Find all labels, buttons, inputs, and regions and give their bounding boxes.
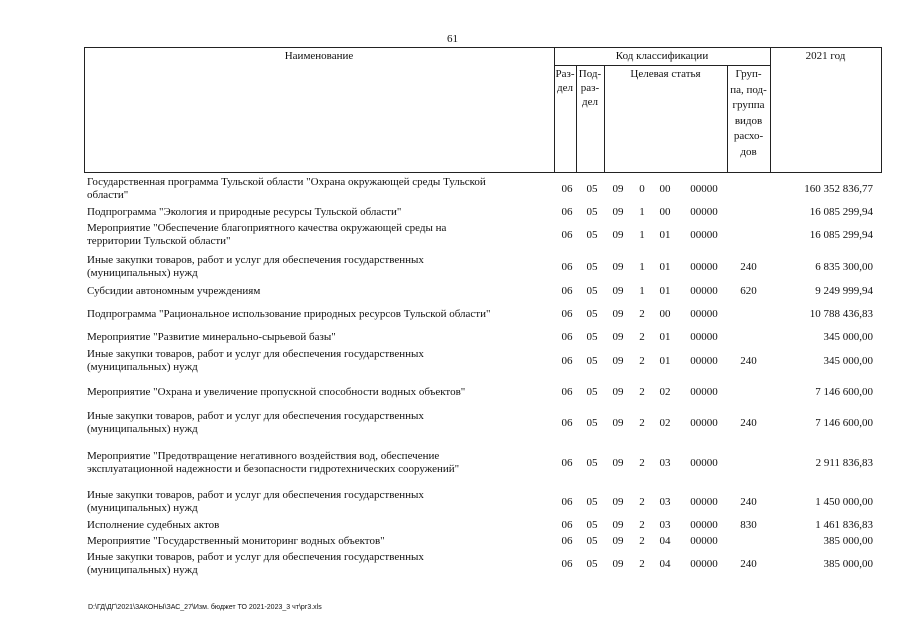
cell-amount: 1 461 836,83 (815, 519, 873, 531)
cell-cs3: 01 (659, 354, 671, 367)
cell-podrazdel: 05 (586, 456, 598, 469)
cell-vr: 620 (740, 285, 757, 297)
cell-vr: 240 (740, 495, 757, 508)
cell-cs1: 09 (612, 331, 624, 343)
cell-amount: 345 000,00 (823, 354, 873, 367)
cell-cs1: 09 (612, 182, 624, 195)
cell-amount: 345 000,00 (823, 331, 873, 343)
cell-cs2: 2 (639, 519, 645, 531)
cell-cs4: 00000 (690, 206, 718, 218)
cell-vr: 830 (740, 519, 757, 531)
cell-razdel: 06 (561, 182, 573, 195)
row-name: Мероприятие "Развитие минерально-сырьевой базы" (87, 331, 336, 343)
file-path: D:\ГД\ДГ\2021\ЗАКОНЫ\ЗАС_27\Изм. бюджет ТО 2021-2023_3 чт\рг3.xls (88, 604, 322, 611)
cell-amount: 385 000,00 (823, 557, 873, 570)
cell-cs4: 00000 (690, 182, 718, 195)
cell-cs3: 00 (659, 308, 671, 320)
cell-cs2: 2 (639, 557, 645, 570)
cell-cs1: 09 (612, 456, 624, 469)
cell-cs2: 2 (639, 416, 645, 429)
cell-amount: 16 085 299,94 (809, 206, 873, 218)
cell-cs3: 01 (659, 260, 671, 273)
cell-razdel: 06 (561, 331, 573, 343)
cell-cs1: 09 (612, 535, 624, 547)
cell-cs1: 09 (612, 557, 624, 570)
row-name: Иные закупки товаров, работ и услуг для обеспечения государственных (муниципальных) нужд (87, 489, 424, 514)
cell-vr: 240 (740, 260, 757, 273)
cell-cs3: 03 (659, 456, 671, 469)
cell-cs4: 00000 (690, 456, 718, 469)
cell-cs4: 00000 (690, 416, 718, 429)
row-name: Мероприятие "Обеспечение благоприятного качества окружающей среды на территории Тульской области" (87, 222, 447, 247)
cell-cs2: 1 (639, 260, 645, 273)
cell-razdel: 06 (561, 456, 573, 469)
cell-cs4: 00000 (690, 557, 718, 570)
cell-amount: 385 000,00 (823, 535, 873, 547)
cell-cs2: 2 (639, 386, 645, 398)
header-code: Код классификации (615, 50, 709, 62)
cell-podrazdel: 05 (586, 557, 598, 570)
cell-podrazdel: 05 (586, 535, 598, 547)
cell-cs2: 2 (639, 535, 645, 547)
cell-cs2: 2 (639, 331, 645, 343)
cell-cs4: 00000 (690, 260, 718, 273)
cell-cs4: 00000 (690, 354, 718, 367)
row-name: Подпрограмма "Экология и природные ресурсы Тульской области" (87, 206, 402, 218)
cell-razdel: 06 (561, 416, 573, 429)
cell-razdel: 06 (561, 535, 573, 547)
cell-cs2: 1 (639, 228, 645, 241)
cell-amount: 10 788 436,83 (809, 308, 873, 320)
cell-cs4: 00000 (690, 285, 718, 297)
cell-cs4: 00000 (690, 308, 718, 320)
cell-cs3: 04 (659, 557, 671, 570)
cell-cs1: 09 (612, 416, 624, 429)
cell-cs2: 2 (639, 354, 645, 367)
cell-cs2: 1 (639, 285, 645, 297)
cell-podrazdel: 05 (586, 260, 598, 273)
cell-cs3: 00 (659, 182, 671, 195)
cell-podrazdel: 05 (586, 386, 598, 398)
cell-cs1: 09 (612, 354, 624, 367)
cell-amount: 7 146 600,00 (815, 386, 873, 398)
cell-cs3: 01 (659, 228, 671, 241)
cell-cs2: 2 (639, 456, 645, 469)
cell-cs4: 00000 (690, 495, 718, 508)
cell-podrazdel: 05 (586, 416, 598, 429)
cell-cs1: 09 (612, 285, 624, 297)
cell-podrazdel: 05 (586, 182, 598, 195)
row-name: Мероприятие "Предотвращение негативного воздействия вод, обеспечение эксплуатационной надежности и безопасности гидротехнических сооружений" (87, 450, 460, 475)
cell-cs1: 09 (612, 206, 624, 218)
cell-razdel: 06 (561, 260, 573, 273)
row-name: Исполнение судебных актов (87, 519, 220, 531)
row-name: Мероприятие "Охрана и увеличение пропускной способности водных объектов" (87, 386, 466, 398)
row-name: Государственная программа Тульской области "Охрана окружающей среды Тульской области" (87, 176, 486, 201)
header-group: Груп- па, под- группа видов расхо- дов (730, 68, 767, 158)
cell-cs2: 1 (639, 206, 645, 218)
cell-cs3: 02 (659, 416, 671, 429)
page-number: 61 (447, 33, 458, 45)
cell-cs1: 09 (612, 519, 624, 531)
cell-podrazdel: 05 (586, 331, 598, 343)
header-year: 2021 год (805, 50, 846, 62)
cell-cs3: 01 (659, 285, 671, 297)
cell-cs4: 00000 (690, 386, 718, 398)
cell-cs4: 00000 (690, 228, 718, 241)
cell-amount: 2 911 836,83 (815, 456, 873, 469)
row-name: Мероприятие "Государственный мониторинг водных объектов" (87, 535, 385, 547)
cell-razdel: 06 (561, 557, 573, 570)
cell-vr: 240 (740, 557, 757, 570)
cell-cs3: 03 (659, 495, 671, 508)
cell-cs3: 00 (659, 206, 671, 218)
cell-podrazdel: 05 (586, 206, 598, 218)
cell-cs4: 00000 (690, 535, 718, 547)
cell-podrazdel: 05 (586, 495, 598, 508)
cell-cs3: 04 (659, 535, 671, 547)
cell-cs3: 02 (659, 386, 671, 398)
cell-amount: 16 085 299,94 (809, 228, 873, 241)
cell-podrazdel: 05 (586, 285, 598, 297)
header-target: Целевая статья (630, 68, 701, 80)
cell-podrazdel: 05 (586, 519, 598, 531)
cell-podrazdel: 05 (586, 354, 598, 367)
row-name: Субсидии автономным учреждениям (87, 285, 261, 297)
cell-cs3: 03 (659, 519, 671, 531)
cell-cs2: 2 (639, 308, 645, 320)
cell-cs4: 00000 (690, 519, 718, 531)
cell-vr: 240 (740, 416, 757, 429)
cell-amount: 7 146 600,00 (815, 416, 873, 429)
cell-amount: 1 450 000,00 (815, 495, 873, 508)
cell-cs1: 09 (612, 495, 624, 508)
cell-razdel: 06 (561, 206, 573, 218)
row-name: Иные закупки товаров, работ и услуг для обеспечения государственных (муниципальных) нужд (87, 551, 424, 576)
header-subsection: Под- раз- дел (578, 68, 602, 108)
cell-razdel: 06 (561, 519, 573, 531)
cell-podrazdel: 05 (586, 228, 598, 241)
cell-razdel: 06 (561, 228, 573, 241)
cell-cs3: 01 (659, 331, 671, 343)
cell-cs2: 0 (639, 182, 645, 195)
cell-razdel: 06 (561, 285, 573, 297)
cell-razdel: 06 (561, 495, 573, 508)
row-name: Иные закупки товаров, работ и услуг для обеспечения государственных (муниципальных) нужд (87, 410, 424, 435)
header-name: Наименование (284, 50, 354, 62)
cell-cs1: 09 (612, 260, 624, 273)
cell-amount: 9 249 999,94 (815, 285, 873, 297)
cell-amount: 6 835 300,00 (815, 260, 873, 273)
cell-vr: 240 (740, 354, 757, 367)
cell-cs4: 00000 (690, 331, 718, 343)
cell-razdel: 06 (561, 386, 573, 398)
cell-cs1: 09 (612, 308, 624, 320)
cell-cs1: 09 (612, 386, 624, 398)
header-section: Раз- дел (555, 68, 575, 94)
row-name: Иные закупки товаров, работ и услуг для обеспечения государственных (муниципальных) нужд (87, 348, 424, 373)
row-name: Подпрограмма "Рациональное использование природных ресурсов Тульской области" (87, 308, 491, 320)
row-name: Иные закупки товаров, работ и услуг для обеспечения государственных (муниципальных) нужд (87, 254, 424, 279)
cell-razdel: 06 (561, 354, 573, 367)
cell-razdel: 06 (561, 308, 573, 320)
cell-cs2: 2 (639, 495, 645, 508)
cell-cs1: 09 (612, 228, 624, 241)
cell-amount: 160 352 836,77 (804, 182, 873, 195)
cell-podrazdel: 05 (586, 308, 598, 320)
